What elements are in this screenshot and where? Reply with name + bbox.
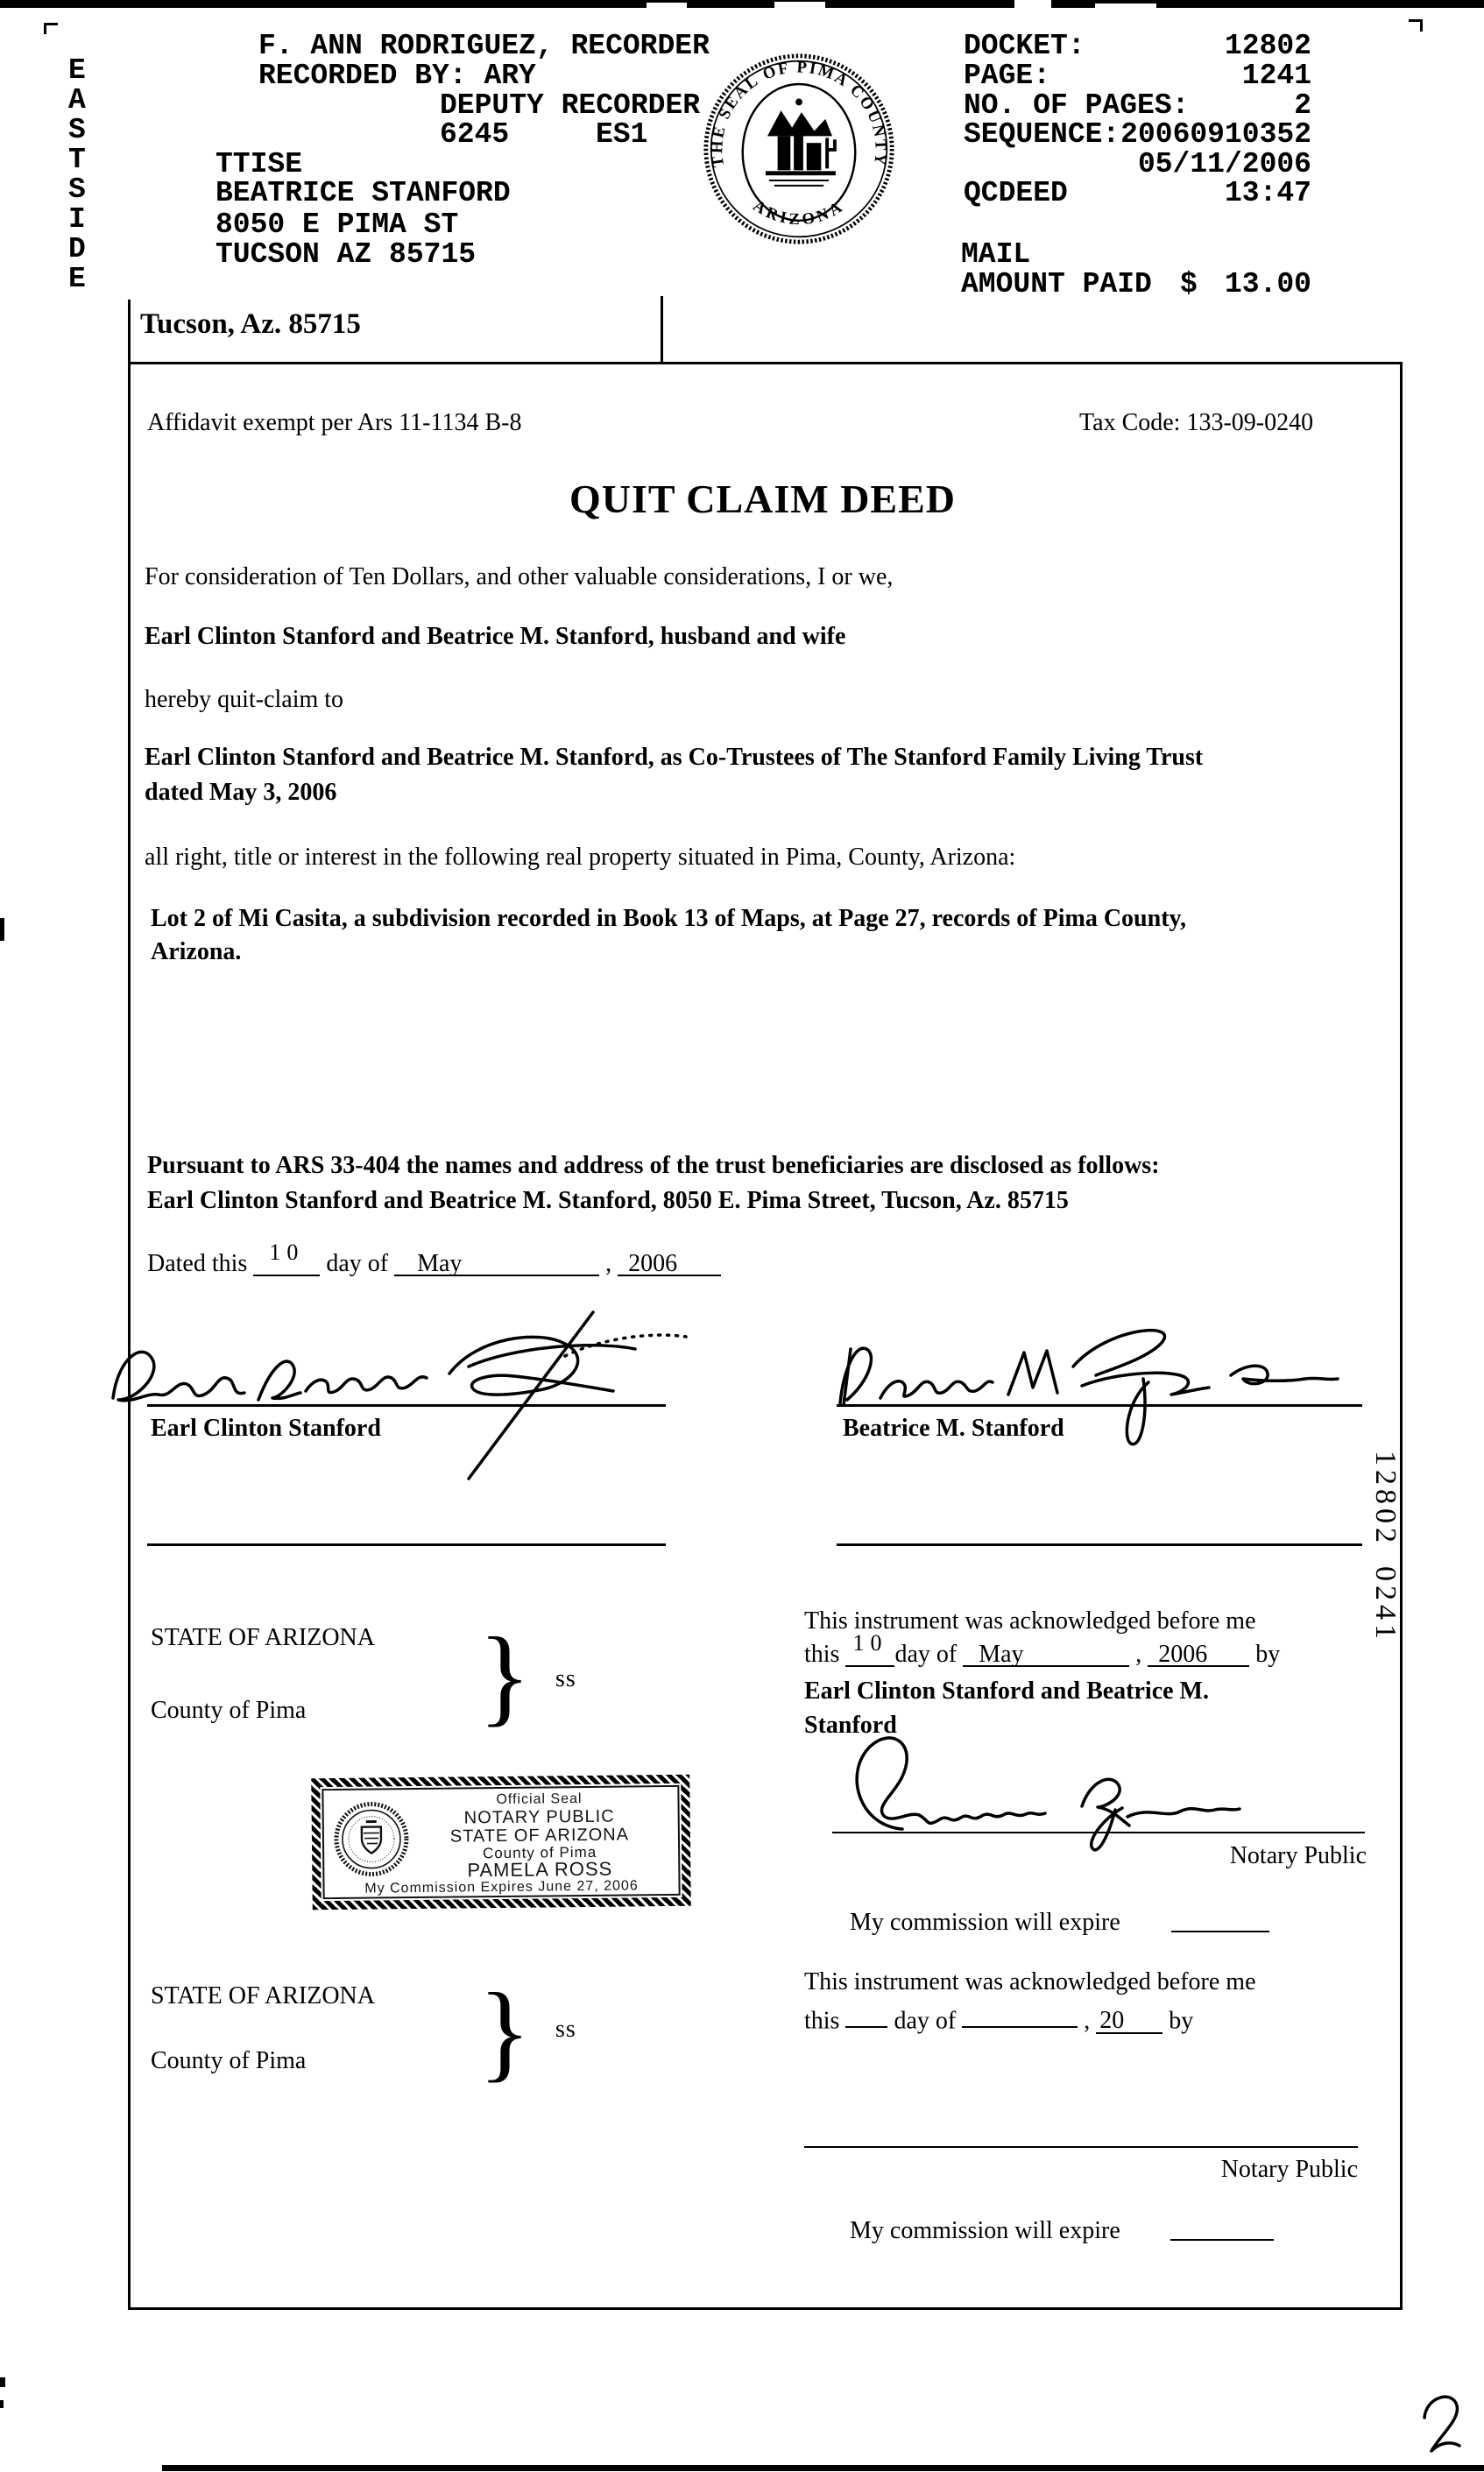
month-blank: May (394, 1249, 599, 1276)
commission-expire-line-1: My commission will expire (850, 1909, 1120, 1936)
page-label: PAGE: (964, 60, 1051, 92)
top-bar-gap (1014, 0, 1051, 8)
side-letter: T (68, 144, 86, 176)
ack2-date-line (804, 2001, 1193, 2035)
addressee-city: TUCSON AZ 85715 (216, 238, 477, 271)
side-letter: D (68, 233, 86, 265)
left-edge-mark (0, 2400, 4, 2408)
grantees-names-line1: Earl Clinton Stanford and Beatrice M. Stanford, as Co-Trustees of The Stanford Family Living Trust (145, 744, 1204, 771)
beneficiaries-line1: Pursuant to ARS 33-404 the names and address of the trust beneficiaries are disclosed as follows: (147, 1152, 1160, 1179)
ack1-month-blank: May (963, 1640, 1129, 1667)
corner-mark-right-tick (1420, 22, 1423, 32)
notary-signature-line-1 (832, 1832, 1365, 1833)
docket-value: 12802 (1224, 30, 1311, 62)
stamp-official-seal: Official Seal (496, 1791, 583, 1808)
ack1-county-label: County of Pima (151, 1697, 307, 1724)
ack1-state-label: STATE OF ARIZONA (151, 1624, 375, 1651)
ack2-month-blank (962, 2001, 1078, 2028)
tax-code: Tax Code: 133-09-0240 (1079, 409, 1314, 436)
top-bar-gap (1095, 4, 1156, 8)
extra-signature-line-left (147, 1543, 666, 1546)
commission-blank-2 (1170, 2214, 1274, 2241)
deputy-number: 6245 (440, 118, 510, 151)
num-pages-value: 2 (1294, 89, 1311, 122)
ack2-day-blank (845, 2001, 887, 2028)
addressee-name: BEATRICE STANFORD (216, 177, 511, 209)
extra-signature-line-right (837, 1543, 1362, 1546)
notary-public-label-1: Notary Public (1229, 1842, 1367, 1869)
notary-signature-line-2 (804, 2146, 1358, 2148)
year-blank: 2006 (618, 1249, 721, 1276)
side-letter: A (68, 84, 86, 117)
notary-stamp-inner-border (322, 1785, 680, 1899)
deputy-recorder-title: DEPUTY RECORDER (440, 89, 701, 122)
ack1-this: this (804, 1641, 840, 1668)
amount-paid-value: 13.00 (1224, 268, 1311, 300)
return-address: Tucson, Az. 85715 (140, 308, 361, 340)
grantor2-name-label: Beatrice M. Stanford (843, 1415, 1064, 1442)
handwritten-day: 10 (269, 1240, 305, 1265)
margin-reference-number (1335, 1403, 1435, 1643)
exempt-note: Affidavit exempt per Ars 11-1134 B-8 (147, 409, 522, 436)
stamp-commission-expires: My Commission Expires June 27, 2006 (364, 1878, 639, 1896)
ack2-statement-line1: This instrument was acknowledged before me (804, 1968, 1256, 1995)
mail-label: MAIL (961, 238, 1031, 271)
num-pages-label: NO. OF PAGES: (964, 89, 1190, 122)
ack2-by: by (1169, 2007, 1194, 2035)
ack2-county-label: County of Pima (151, 2047, 307, 2074)
addressee-street: 8050 E PIMA ST (216, 208, 459, 241)
ack1-day-blank (845, 1630, 894, 1667)
recorded-by: RECORDED BY: ARY (258, 60, 536, 92)
ack1-signer-names-line1: Earl Clinton Stanford and Beatrice M. (804, 1677, 1209, 1705)
grantor1-signature (101, 1286, 767, 1487)
legal-description-line1: Lot 2 of Mi Casita, a subdivision recorded in Book 13 of Maps, at Page 27, records of Pima County, (151, 905, 1186, 932)
grantor2-signature (819, 1295, 1371, 1483)
ack1-ss-label: ss (555, 1665, 576, 1692)
margin-docket: 12802 (1369, 1451, 1402, 1547)
stamp-state-seal (332, 1800, 410, 1878)
day-blank (253, 1240, 320, 1276)
sequence-value: 20060910352 (1120, 118, 1311, 151)
ack1-comma: , (1135, 1641, 1142, 1668)
commission-blank-1 (1171, 1906, 1269, 1932)
instrument-code: QCDEED (964, 177, 1068, 209)
dated-middle: day of (326, 1250, 389, 1277)
ack2-this: this (804, 2007, 840, 2035)
notary-public-label-2: Notary Public (1220, 2156, 1358, 2183)
deed-title: QUIT CLAIM DEED (569, 477, 956, 521)
grantees-names-line2: dated May 3, 2006 (145, 779, 337, 806)
ack2-brace: } (478, 1972, 531, 2093)
signature-line-grantor2 (837, 1404, 1362, 1407)
ack2-state-label: STATE OF ARIZONA (151, 1982, 375, 2009)
ack2-year-blank: 20 (1096, 2006, 1162, 2033)
ack1-year-blank: 2006 (1148, 1640, 1249, 1667)
ack2-day-of: day of (894, 2007, 957, 2035)
ack1-date-line (804, 1630, 1281, 1669)
side-letter: S (68, 114, 86, 146)
grantors-names: Earl Clinton Stanford and Beatrice M. Stanford, husband and wife (145, 623, 846, 650)
consideration-paragraph: For consideration of Ten Dollars, and other valuable considerations, I or we, (145, 563, 894, 590)
amount-paid-label: AMOUNT PAID (961, 268, 1152, 300)
currency-symbol: $ (1180, 268, 1198, 300)
record-date: 05/11/2006 (1137, 148, 1311, 180)
conveyance-line: hereby quit-claim to (145, 686, 344, 713)
ack1-brace: } (478, 1616, 531, 1737)
ack2-ss-label: ss (555, 2016, 576, 2043)
ack1-by: by (1255, 1641, 1281, 1668)
left-edge-mark (0, 918, 4, 941)
eastside-vertical-label (68, 56, 86, 294)
margin-page: 0241 (1369, 1566, 1402, 1643)
seal-arc-text: THE SEAL OF PIMA COUNTY (709, 59, 889, 168)
ack1-statement-line1: This instrument was acknowledged before me (804, 1607, 1256, 1635)
corner-mark-left-tick (44, 25, 46, 34)
docket-label: DOCKET: (964, 30, 1085, 62)
station-code: ES1 (596, 118, 648, 151)
ack1-day-of: day of (894, 1641, 958, 1668)
seal-bottom-text: ARIZONA (749, 197, 849, 230)
stamp-notary-name: PAMELA ROSS (467, 1857, 613, 1882)
side-letter: S (68, 173, 86, 206)
stamp-county: County of Pima (482, 1843, 597, 1862)
return-address-tick-left (128, 300, 131, 363)
sequence-label: SEQUENCE: (964, 118, 1120, 151)
legal-description-line2: Arizona. (151, 938, 242, 965)
property-intro: all right, title or interest in the following real property situated in Pima, County, Arizona: (145, 844, 1016, 871)
bottom-edge-scan-bar (162, 2465, 1484, 2471)
side-letter: I (68, 203, 86, 236)
ack1-signer-names-line2: Stanford (804, 1712, 897, 1739)
grantor1-name-label: Earl Clinton Stanford (151, 1415, 381, 1442)
left-edge-mark (0, 2377, 5, 2387)
top-bar-gap (647, 3, 687, 8)
notary-stamp (311, 1775, 691, 1911)
notary-signature (819, 1722, 1380, 1854)
side-letter: E (68, 54, 86, 87)
pima-county-seal (701, 51, 897, 247)
side-letter: E (68, 263, 86, 295)
beneficiaries-line2: Earl Clinton Stanford and Beatrice M. Stanford, 8050 E. Pima Street, Tucson, Az. 85715 (147, 1187, 1069, 1214)
return-address-tick-right (661, 296, 663, 363)
top-edge-scan-bar (0, 0, 1484, 8)
stamp-notary-public: NOTARY PUBLIC (463, 1806, 615, 1828)
recorder-name: F. ANN RODRIGUEZ, RECORDER (258, 30, 710, 62)
pickup-code: TTISE (216, 148, 303, 180)
ack2-comma: , (1084, 2007, 1091, 2035)
page-value: 1241 (1241, 60, 1311, 92)
ack1-handwritten-day: 10 (852, 1630, 888, 1656)
signature-line-grantor1 (147, 1404, 666, 1407)
stamp-state: STATE OF ARIZONA (449, 1825, 630, 1847)
dated-prefix: Dated this (147, 1250, 248, 1277)
handwritten-page-number (1410, 2384, 1484, 2463)
record-time: 13:47 (1224, 177, 1311, 209)
top-bar-gap (774, 2, 825, 8)
dated-line (147, 1240, 721, 1278)
dated-comma: , (605, 1250, 612, 1277)
commission-expire-line-2: My commission will expire (850, 2217, 1120, 2244)
